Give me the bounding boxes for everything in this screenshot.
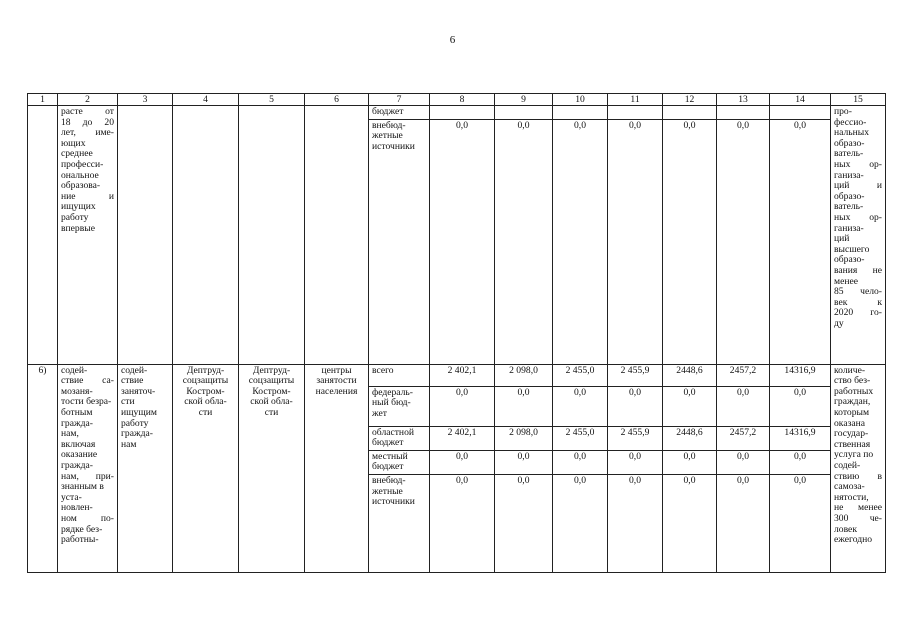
text-line: сти (121, 396, 135, 408)
text-line: всего (372, 364, 394, 376)
value-cell: 0,0 (770, 450, 831, 474)
value-cell: 0,0 (430, 119, 495, 364)
text-line: 85 чело- (834, 286, 882, 298)
text-line: внебюд- (372, 474, 406, 486)
value-cell: 0,0 (430, 474, 495, 572)
header-cell: 3 (118, 94, 173, 106)
text-line: вания не (834, 264, 882, 276)
text-line: работу (61, 211, 89, 223)
text-line: ганиза- (834, 222, 864, 234)
text-line: жетные (372, 485, 403, 497)
source-cell (369, 364, 430, 386)
text-line: заняточ- (121, 385, 156, 397)
text-line: Костром- (186, 385, 225, 397)
header-cell: 10 (553, 94, 608, 106)
text-line: уста- (61, 491, 82, 503)
value-cell: 0,0 (553, 386, 608, 426)
text-line: включая (61, 438, 96, 450)
value-cell: 0,0 (717, 450, 770, 474)
text-line: ный бюд- (372, 397, 411, 409)
participant-cell (305, 106, 369, 365)
text-line: тости безра- (61, 396, 112, 408)
value-cell: 14316,9 (770, 364, 831, 386)
text-line: ищущих (61, 201, 96, 213)
value-cell: 0,0 (495, 119, 553, 364)
text-line: нальных (834, 127, 870, 139)
text-line: ственная (834, 438, 871, 450)
text-line: образова- (61, 180, 101, 192)
value-cell (495, 106, 553, 120)
value-cell (770, 106, 831, 120)
text-line: ство без- (834, 375, 871, 387)
text-line: впервые (61, 222, 95, 234)
page-number: 6 (449, 34, 456, 46)
text-line: ду (834, 317, 844, 329)
text-line: оказана (834, 417, 866, 429)
value-cell: 2 402,1 (430, 364, 495, 386)
text-line: количе- (834, 364, 866, 376)
text-line: образо- (834, 190, 865, 202)
value-cell: 2 455,0 (553, 426, 608, 450)
text-line: центры (321, 364, 352, 376)
text-line: нятости, (834, 491, 869, 503)
text-line: ботным (61, 406, 93, 418)
header-cell: 8 (430, 94, 495, 106)
measure-name-cell (58, 364, 118, 572)
text-line: содей- (834, 459, 861, 471)
source-cell (369, 450, 430, 474)
header-row (28, 94, 886, 106)
value-cell: 0,0 (553, 450, 608, 474)
text-line: не менее (834, 502, 882, 514)
value-cell: 0,0 (717, 474, 770, 572)
text-line: высшего (834, 243, 870, 255)
text-line: гражда- (121, 428, 153, 440)
header-cell: 4 (173, 94, 239, 106)
value-cell: 2457,2 (717, 426, 770, 450)
text-line: образо- (834, 254, 865, 266)
text-line: бюджет (372, 461, 404, 473)
value-cell: 0,0 (608, 450, 663, 474)
table-row (28, 364, 886, 386)
text-line: нам (121, 438, 137, 450)
text-line: оказание (61, 449, 98, 461)
responsible-cell (173, 106, 239, 365)
value-cell: 0,0 (608, 474, 663, 572)
text-line: содей- (61, 364, 88, 376)
value-cell: 0,0 (495, 386, 553, 426)
value-cell: 0,0 (717, 119, 770, 364)
text-line: ской обла- (184, 396, 227, 408)
text-line: ном по- (61, 512, 114, 524)
text-line: занятости (316, 375, 357, 387)
value-cell: 0,0 (663, 386, 717, 426)
text-line: гражда- (61, 417, 93, 429)
text-line: ской обла- (250, 396, 293, 408)
value-cell: 2 455,9 (608, 426, 663, 450)
text-line: среднее (61, 148, 93, 160)
value-cell: 2448,6 (663, 426, 717, 450)
source-cell (369, 119, 430, 364)
program-table (27, 93, 886, 573)
value-cell: 0,0 (717, 386, 770, 426)
row-number-cell: 6) (28, 364, 58, 572)
value-cell: 0,0 (430, 450, 495, 474)
text-line: услуга по (834, 449, 874, 461)
text-line: местный (372, 450, 408, 462)
indicator-cell (831, 106, 886, 365)
value-cell: 0,0 (663, 119, 717, 364)
text-line: государ- (834, 428, 869, 440)
text-line: Дептруд- (186, 364, 225, 376)
header-cell: 2 (58, 94, 118, 106)
text-line: Дептруд- (252, 364, 291, 376)
value-cell: 0,0 (608, 386, 663, 426)
text-line: лет, име- (61, 127, 114, 139)
header-cell: 15 (831, 94, 886, 106)
text-line: которым (834, 406, 870, 418)
text-line: век к (834, 296, 882, 308)
text-line: внебюд- (372, 119, 406, 131)
text-line: ствие (121, 375, 144, 387)
text-line: гражда- (61, 459, 93, 471)
indicator-cell (831, 364, 886, 572)
text-line: областной (372, 426, 415, 438)
value-cell: 0,0 (608, 119, 663, 364)
text-line: ствию в (834, 470, 882, 482)
value-cell (553, 106, 608, 120)
value-cell: 14316,9 (770, 426, 831, 450)
text-line: источники (372, 140, 415, 152)
text-line: Костром- (252, 385, 291, 397)
coexecutor-cell (239, 364, 305, 572)
value-cell: 0,0 (495, 450, 553, 474)
text-line: работу (121, 417, 149, 429)
text-line: ных ор- (834, 158, 882, 170)
value-cell: 2448,6 (663, 364, 717, 386)
text-line: жет (372, 407, 387, 419)
text-line: мозаня- (61, 385, 93, 397)
text-line: знанным в (61, 481, 104, 493)
header-cell: 7 (369, 94, 430, 106)
value-cell: 0,0 (663, 474, 717, 572)
text-line: про- (834, 106, 852, 117)
text-line: менее (834, 275, 858, 287)
text-line: образо- (834, 137, 865, 149)
value-cell (717, 106, 770, 120)
text-line: нам, при- (61, 470, 114, 482)
text-line: федераль- (372, 386, 413, 398)
goal-cell (118, 364, 173, 572)
header-cell: 9 (495, 94, 553, 106)
text-line: рядке без- (61, 523, 103, 535)
text-line: ствие са- (61, 375, 114, 387)
source-cell: бюджет (369, 106, 430, 120)
value-cell: 2 098,0 (495, 426, 553, 450)
header-cell: 1 (28, 94, 58, 106)
text-line: жетные (372, 130, 403, 142)
text-line: ональное (61, 169, 99, 181)
value-cell: 2 455,0 (553, 364, 608, 386)
text-line: ватель- (834, 201, 864, 213)
text-line: содей- (121, 364, 148, 376)
text-line: сти (264, 406, 279, 418)
source-cell (369, 386, 430, 426)
goal-cell (118, 106, 173, 365)
text-line: новлен- (61, 502, 93, 514)
text-line: ющих (61, 137, 86, 149)
text-line: населения (315, 385, 358, 397)
coexecutor-cell (239, 106, 305, 365)
text-line: нам, (61, 428, 79, 440)
table-row (28, 106, 886, 120)
value-cell: 0,0 (770, 119, 831, 364)
text-line: 2020 го- (834, 307, 882, 319)
value-cell: 0,0 (553, 119, 608, 364)
text-line: работны- (61, 534, 99, 546)
text-line: ганиза- (834, 169, 864, 181)
text-line: ций и (834, 180, 882, 192)
text-line: 300 че- (834, 512, 882, 524)
text-line: источники (372, 496, 415, 508)
value-cell: 0,0 (770, 474, 831, 572)
header-cell: 11 (608, 94, 663, 106)
row-number-cell (28, 106, 58, 365)
header-cell: 6 (305, 94, 369, 106)
header-cell: 13 (717, 94, 770, 106)
text-line: соцзащиты (182, 375, 229, 387)
text-line: работных (834, 385, 874, 397)
header-cell: 5 (239, 94, 305, 106)
value-cell: 0,0 (770, 386, 831, 426)
value-cell: 0,0 (553, 474, 608, 572)
value-cell: 2 455,9 (608, 364, 663, 386)
value-cell (608, 106, 663, 120)
value-cell: 0,0 (663, 450, 717, 474)
text-line: професси- (61, 158, 104, 170)
value-cell: 2457,2 (717, 364, 770, 386)
header-cell: 14 (770, 94, 831, 106)
responsible-cell (173, 364, 239, 572)
text-line: бюджет (372, 437, 404, 449)
text-line: сти (198, 406, 213, 418)
text-line: ние и (61, 190, 114, 202)
source-cell (369, 426, 430, 450)
text-line: ных ор- (834, 211, 882, 223)
text-line: соцзащиты (248, 375, 295, 387)
text-line: ловек (834, 523, 857, 535)
text-line: ищущим (121, 406, 157, 418)
text-line: ций (834, 233, 850, 245)
text-line: граждан, (834, 396, 871, 408)
text-line: ватель- (834, 148, 864, 160)
value-cell (430, 106, 495, 120)
text-line: фессио- (834, 116, 867, 128)
value-cell: 2 402,1 (430, 426, 495, 450)
source-cell (369, 474, 430, 572)
measure-name-cell (58, 106, 118, 365)
header-cell: 12 (663, 94, 717, 106)
value-cell: 2 098,0 (495, 364, 553, 386)
text-line: расте от (61, 106, 114, 117)
text-line: 18 до 20 (61, 116, 114, 128)
text-line: самоза- (834, 481, 865, 493)
text-line: ежегодно (834, 534, 873, 546)
value-cell: 0,0 (430, 386, 495, 426)
value-cell (663, 106, 717, 120)
value-cell: 0,0 (495, 474, 553, 572)
participant-cell (305, 364, 369, 572)
